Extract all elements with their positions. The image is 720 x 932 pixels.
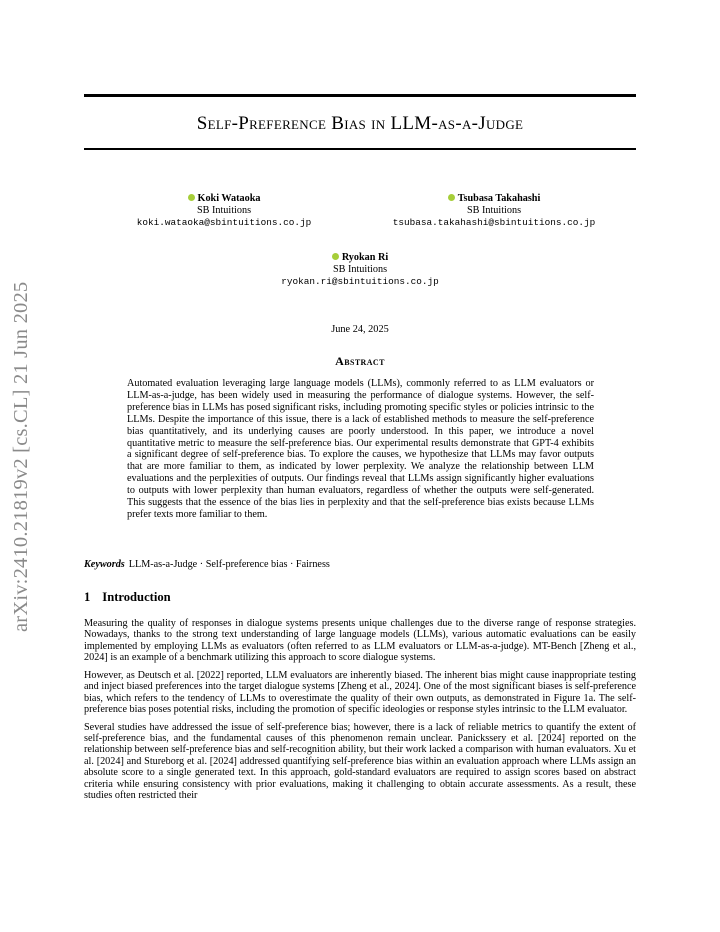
orcid-icon[interactable] — [332, 253, 339, 260]
arxiv-sidebar-stamp — [8, 0, 48, 932]
author-email[interactable]: koki.wataoka@sbintuitions.co.jp — [136, 217, 312, 229]
arxiv-identifier: arXiv:2410.21819v2 [cs.CL] 21 Jun 2025 — [10, 281, 32, 632]
abstract-heading: Abstract — [335, 354, 385, 368]
author-name: Ryokan Ri — [341, 252, 389, 263]
author-name: Tsubasa Takahashi — [457, 193, 541, 204]
orcid-icon[interactable] — [188, 194, 195, 201]
author-email[interactable]: ryokan.ri@sbintuitions.co.jp — [281, 276, 439, 288]
author-name: Koki Wataoka — [197, 193, 261, 204]
orcid-icon[interactable] — [448, 194, 455, 201]
author-affiliation: SB Intuitions — [466, 205, 522, 217]
introduction-body — [84, 618, 636, 808]
author-email[interactable]: tsubasa.takahashi@sbintuitions.co.jp — [392, 217, 596, 229]
title-rule-bottom — [84, 148, 636, 150]
keywords-label: Keywords — [84, 559, 125, 570]
author-affiliation: SB Intuitions — [332, 264, 388, 276]
author-block-1 — [84, 193, 364, 230]
author-block-3 — [84, 252, 636, 289]
section-number: 1 — [84, 590, 91, 604]
author-block-2 — [344, 193, 644, 230]
paper-title: Self-Preference Bias in LLM-as-a-Judge — [196, 113, 524, 134]
title-rule-top — [84, 94, 636, 97]
section-title: Introduction — [102, 590, 171, 604]
paragraph: Several studies have addressed the issue of self-preference bias; however, there is a lack of reliable metrics to quantify the extent of self-preference bias, and the fundamental causes of this phenomenon remain unclear. Panickssery et al. [2024] reported on the relationship between self-preference bias and self-recognition ability, but their work lacked a comparison with human evaluators. Xu et al. [2024] and Stureborg et al. [2024] addressed quantifying self-preference bias within an evaluation approach where LLMs assign an absolute score to a single generated text. In this approach, gold-standard evaluators are required to assign scores based on abstract criteria while ensuring consistency with prior evaluations, making it challenging to obtain accurate assessments. As a result, these studies often restricted their — [84, 721, 636, 802]
paragraph: However, as Deutsch et al. [2022] reported, LLM evaluators are inherently biased. The inherent bias might cause inappropriate testing and inject biased preferences into the target dialogue systems [Zheng et al., 2024]. One of the most significant biases is self-preference bias, which refers to the tendency of LLMs to overestimate the quality of their own outputs, as demonstrated in Figure 1a. The self-preference bias poses potential risks, including the promotion of specific ideologies or response styles intrinsic to the LLM evaluator. — [84, 669, 636, 716]
abstract-text: Automated evaluation leveraging large language models (LLMs), commonly referred to as LLM evaluators or LLM-as-a-judge, has been widely used in measuring the performance of dialogue systems. However, the self-preference bias in LLMs has posed significant risks, including promoting specific styles or policies intrinsic to the LLMs. Despite the importance of this issue, there is a lack of established methods to measure the self-preference bias quantitatively, and its underlying causes are poorly understood. In this paper, we introduce a novel quantitative metric to measure the self-preference bias. Our experimental results demonstrate that GPT-4 exhibits a significant degree of self-preference bias. To explore the causes, we hypothesize that LLMs may favor outputs that are more familiar to them, as indicated by lower perplexity. We analyze the relationship between LLM evaluations and the perplexities of outputs. Our findings reveal that LLMs assign significantly higher evaluations to outputs with lower perplexity than human evaluators, regardless of whether the outputs were self-generated. This suggests that the essence of the bias lies in perplexity and that the self-preference bias exists because LLMs prefer texts more familiar to them. — [127, 378, 594, 520]
keywords-list: LLM-as-a-Judge · Self-preference bias · Fairness — [128, 559, 330, 570]
keywords-line — [84, 559, 636, 570]
paragraph: Measuring the quality of responses in dialogue systems presents unique challenges due to the diverse range of response strategies. Nowadays, thanks to the strong text understanding of large language models (LLMs), various automatic evaluations can be easily implemented by employing LLMs as evaluators (often referred to as LLM evaluators or LLM-as-a-judge). MT-Bench [Zheng et al., 2024] is an example of a benchmark utilizing this approach to score dialogue systems. — [84, 618, 636, 664]
section-heading — [84, 590, 171, 605]
paper-date: June 24, 2025 — [331, 324, 389, 335]
author-affiliation: SB Intuitions — [196, 205, 252, 217]
